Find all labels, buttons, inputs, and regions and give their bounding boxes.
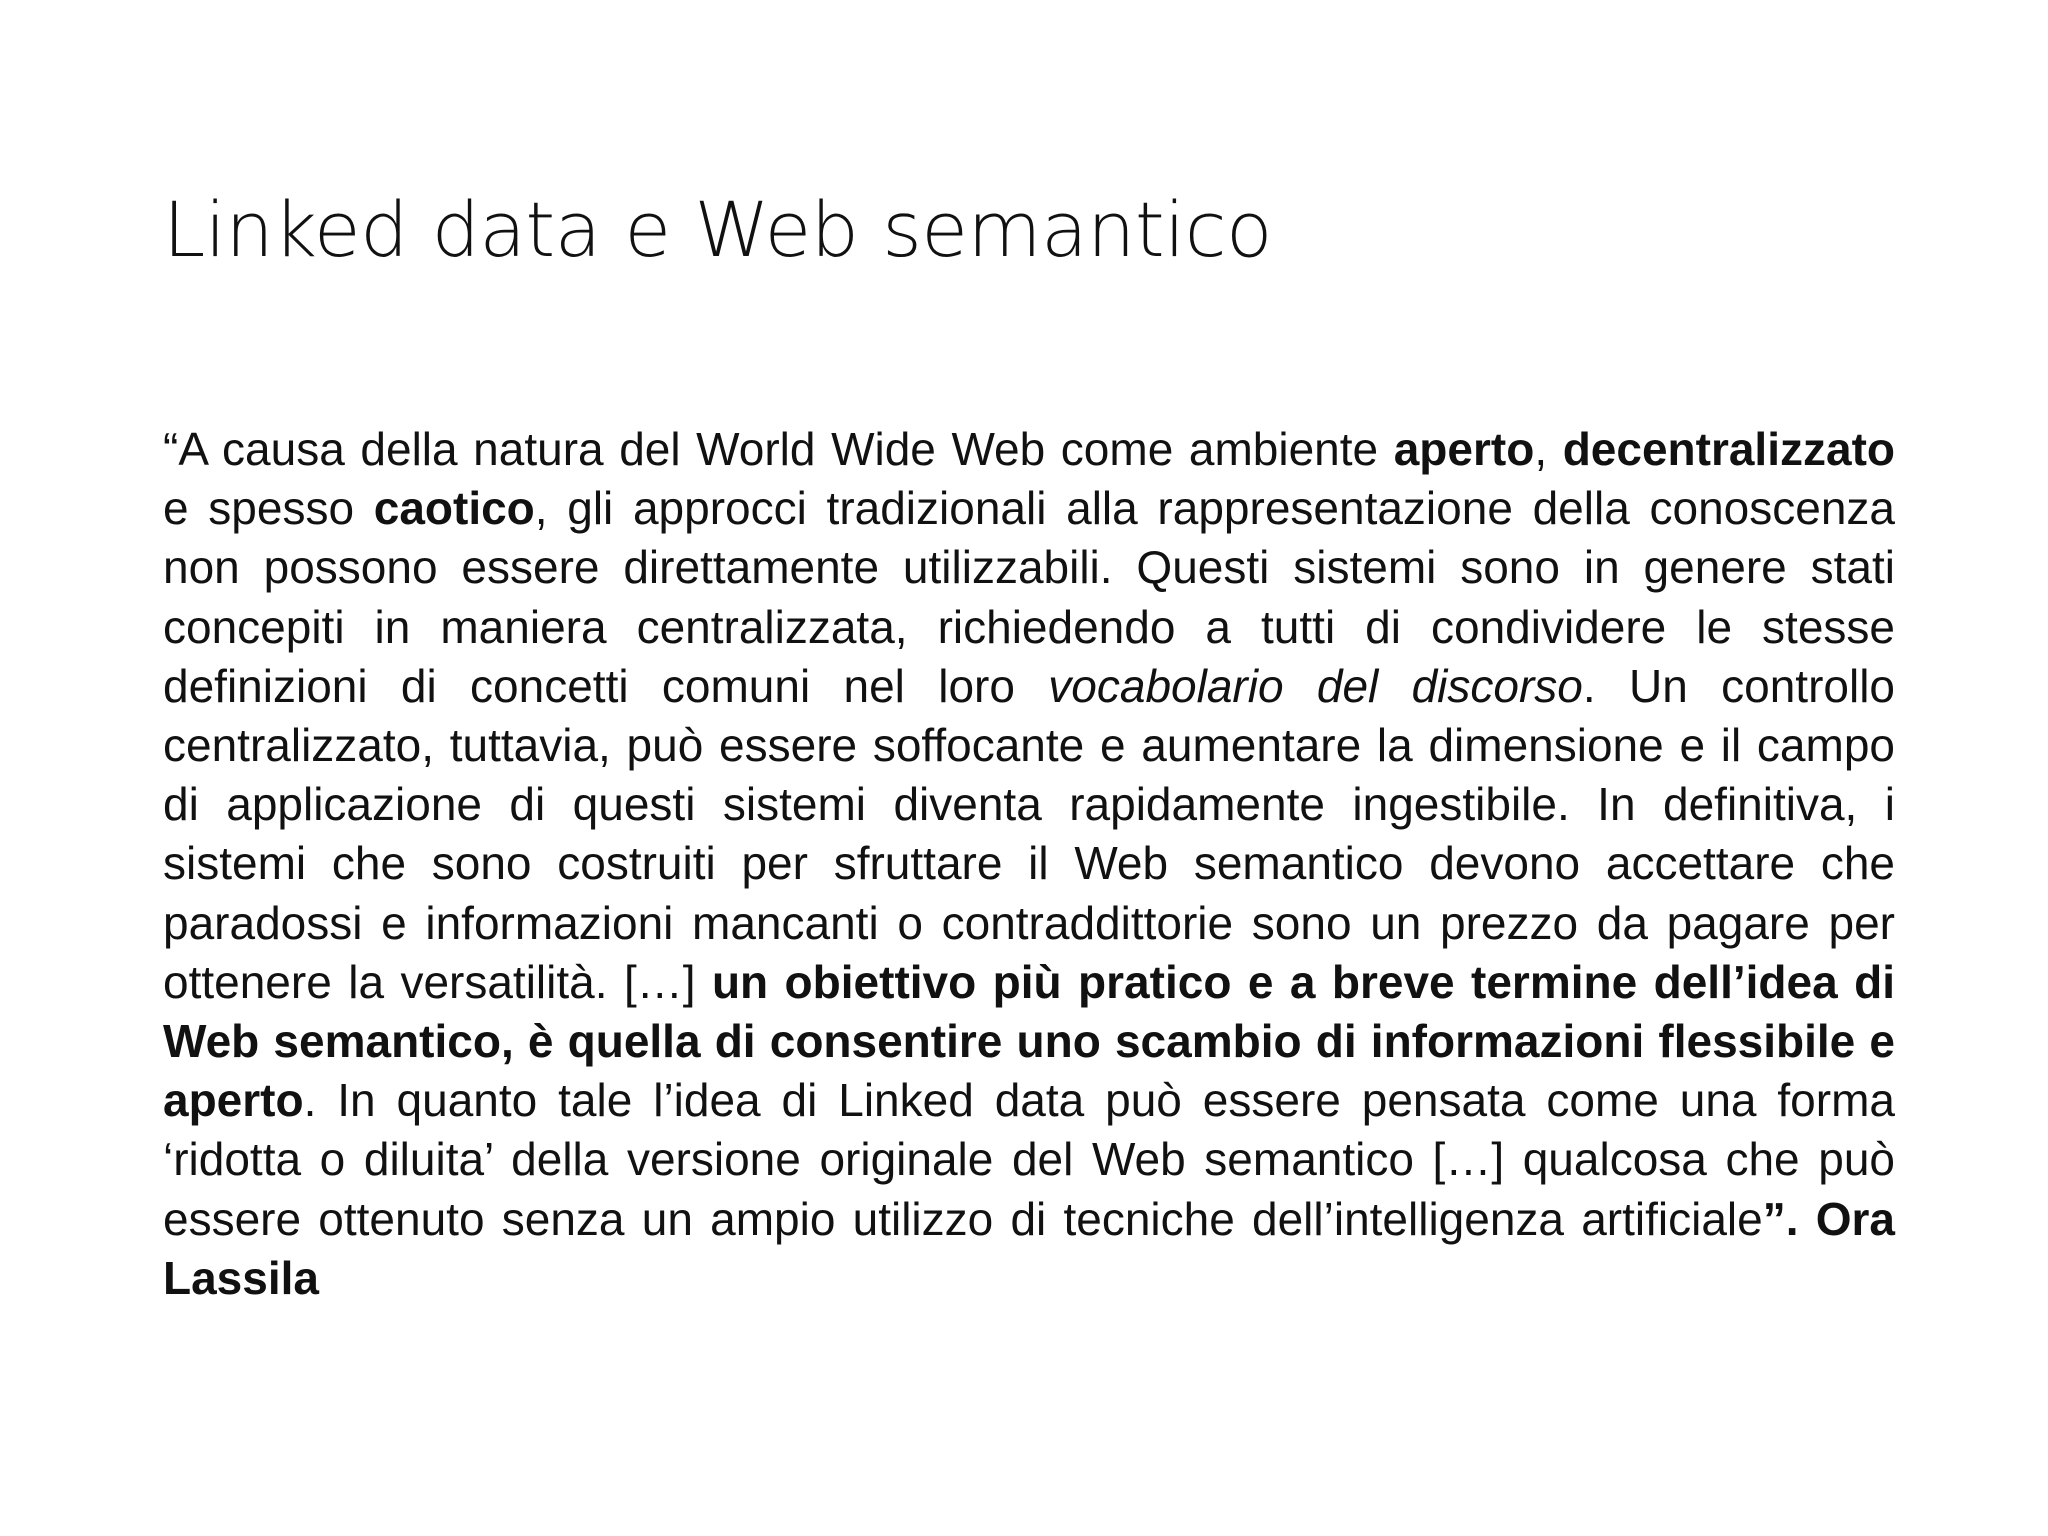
quote-paragraph (163, 420, 1895, 1308)
quote-text: . Un controllo centralizzato, tuttavia, può essere soffocante e aumentare la dimensione e il campo di applicazione di questi sistemi diventa rapidamente ingestibile. In definitiva, i sistemi che sono costruiti per sfruttare il Web semantico devono accettare che paradossi e informazioni mancanti o contraddittorie sono un prezzo da pagare per ottenere la versatilità. […] (163, 659, 1895, 1008)
quote-emphasis: decentralizzato (1562, 423, 1895, 475)
quote-text: , gli approcci tradizionali alla rappresentazione della conoscenza non possono essere direttamente utilizzabili. Questi sistemi sono in genere stati concepiti in maniera centralizzata, richiedendo a tutti di condividere le stesse definizioni di concetti comuni nel loro (163, 482, 1895, 712)
quote-text (1799, 1193, 1816, 1245)
quote-emphasis: aperto (1393, 423, 1535, 475)
quote-text: “A causa della natura del World Wide Web come ambiente (163, 423, 1394, 475)
quote-emphasis: un obiettivo più pratico e a breve termine dell’idea di Web semantico, è quella di consentire uno scambio di informazioni flessibile e aperto (163, 955, 1895, 1127)
quote-italic-term: vocabolario del discorso (1048, 659, 1583, 712)
quote-text: , (1534, 423, 1563, 475)
quote-closing-mark: ”. (1762, 1192, 1799, 1245)
quote-text: e spesso (163, 482, 374, 535)
quote-emphasis: caotico (373, 482, 535, 535)
quote-author: Ora Lassila (163, 1192, 1896, 1304)
quote-text: . In quanto tale l’idea di Linked data può essere pensata come una forma ‘ridotta o diluita’ della versione originale del Web semantico […] qualcosa che può essere ottenuto senza un ampio utilizzo di tecniche dell’intelligenza artificiale (163, 1074, 1895, 1245)
slide-title: Linked data e Web semantico (163, 185, 1273, 274)
